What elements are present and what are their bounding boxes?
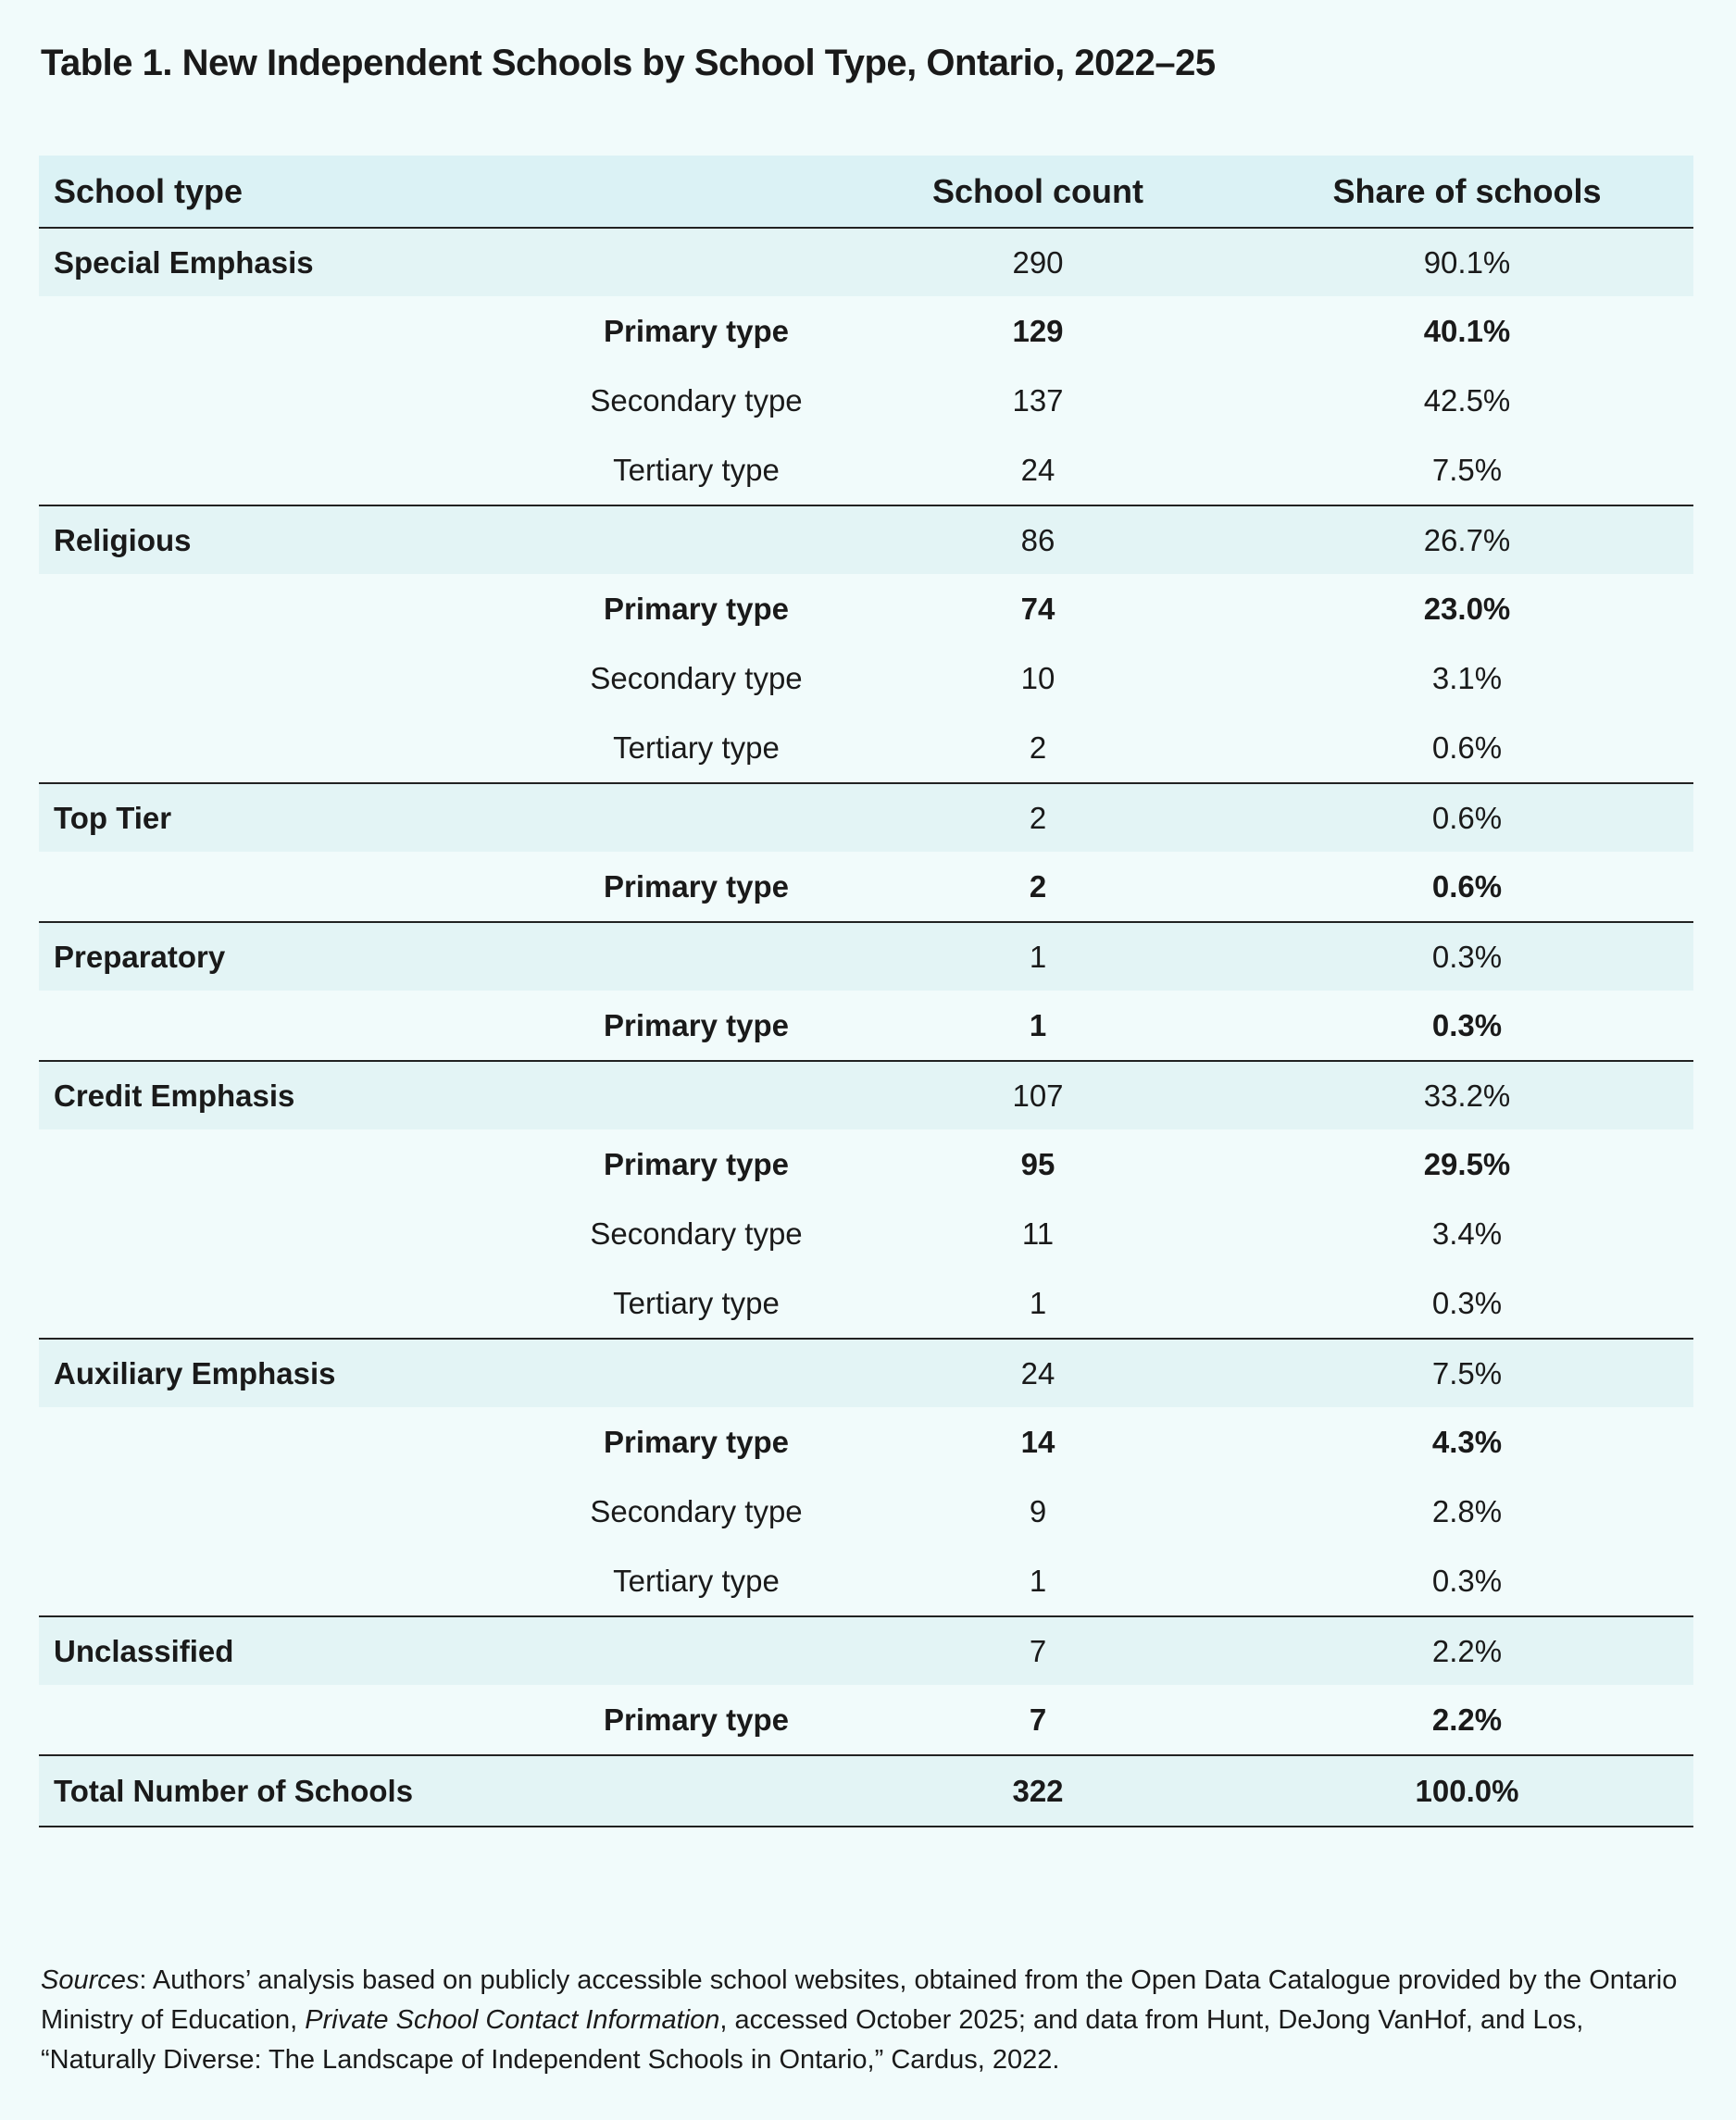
indent-cell xyxy=(39,435,557,505)
group-name: Credit Emphasis xyxy=(39,1061,835,1129)
group-share: 7.5% xyxy=(1241,1339,1693,1407)
subtype-count: 95 xyxy=(1020,1146,1055,1181)
group-count: 290 xyxy=(835,228,1241,296)
sources-note xyxy=(41,1961,1698,2080)
subtype-share: 0.6% xyxy=(1241,852,1693,922)
total-count: 322 xyxy=(835,1755,1241,1827)
subtype-label: Secondary type xyxy=(590,382,803,418)
subtype-label: Primary type xyxy=(604,313,789,348)
group-count: 24 xyxy=(835,1339,1241,1407)
indent-cell xyxy=(39,574,557,643)
subtype-row xyxy=(39,366,1693,435)
subtype-row xyxy=(39,852,1693,922)
group-name: Religious xyxy=(39,505,835,574)
group-name: Top Tier xyxy=(39,783,835,852)
subtype-count: 129 xyxy=(1012,313,1064,348)
subtype-count: 7 xyxy=(835,1685,1241,1755)
subtype-label: Tertiary type xyxy=(557,713,835,783)
subtype-row xyxy=(39,1685,1693,1755)
subtype-count: 2 xyxy=(835,713,1241,783)
indent-cell xyxy=(39,1129,557,1199)
subtype-share: 0.3% xyxy=(1241,1546,1693,1616)
subtype-row xyxy=(39,713,1693,783)
subtype-share: 7.5% xyxy=(1241,435,1693,505)
total-label: Total Number of Schools xyxy=(39,1755,835,1827)
subtype-count: 137 xyxy=(1012,382,1064,418)
subtype-label: Primary type xyxy=(557,1685,835,1755)
subtype-share: 4.3% xyxy=(1431,1424,1503,1459)
subtype-count: 74 xyxy=(1020,591,1055,626)
subtype-count: 9 xyxy=(1029,1493,1047,1528)
group-share: 26.7% xyxy=(1241,505,1693,574)
table-body xyxy=(39,228,1693,1827)
subtype-label: Primary type xyxy=(604,591,789,626)
subtype-label: Tertiary type xyxy=(557,1268,835,1339)
group-share: 0.3% xyxy=(1241,922,1693,991)
subtype-share: 3.1% xyxy=(1431,660,1503,695)
table-header-row xyxy=(39,156,1693,228)
subtype-share: 0.3% xyxy=(1241,991,1693,1061)
subtype-row xyxy=(39,1407,1693,1477)
group-row xyxy=(39,1616,1693,1685)
subtype-share: 2.2% xyxy=(1241,1685,1693,1755)
subtype-count: 14 xyxy=(1020,1424,1055,1459)
subtype-share: 2.8% xyxy=(1431,1493,1503,1528)
group-row xyxy=(39,505,1693,574)
subtype-share: 42.5% xyxy=(1423,382,1511,418)
subtype-row xyxy=(39,574,1693,643)
subtype-share: 0.3% xyxy=(1241,1268,1693,1339)
subtype-count: 24 xyxy=(835,435,1241,505)
subtype-label: Primary type xyxy=(604,1146,789,1181)
header-share: Share of schools xyxy=(1241,156,1693,228)
group-share: 2.2% xyxy=(1241,1616,1693,1685)
group-row xyxy=(39,228,1693,296)
indent-cell xyxy=(39,643,557,713)
group-count: 107 xyxy=(835,1061,1241,1129)
indent-cell xyxy=(39,366,557,435)
subtype-label: Primary type xyxy=(604,1424,789,1459)
group-name: Special Emphasis xyxy=(39,228,835,296)
group-row xyxy=(39,1061,1693,1129)
group-row xyxy=(39,922,1693,991)
subtype-label: Secondary type xyxy=(590,1493,803,1528)
group-count: 86 xyxy=(835,505,1241,574)
group-count: 2 xyxy=(835,783,1241,852)
group-row xyxy=(39,783,1693,852)
indent-cell xyxy=(39,1546,557,1616)
indent-cell xyxy=(39,1477,557,1546)
indent-cell xyxy=(39,1407,557,1477)
sources-text-1: : Authors’ analysis based on publicly accessible school websites, obtained from the Open Data Catalogue provided by the Ontario Ministry of Education, xyxy=(41,1965,1678,2035)
subtype-row xyxy=(39,296,1693,366)
group-name: Unclassified xyxy=(39,1616,835,1685)
subtype-label: Tertiary type xyxy=(557,435,835,505)
indent-cell xyxy=(39,713,557,783)
subtype-label: Primary type xyxy=(557,852,835,922)
subtype-row xyxy=(39,643,1693,713)
header-school-type: School type xyxy=(39,156,835,228)
group-count: 7 xyxy=(835,1616,1241,1685)
subtype-count: 1 xyxy=(835,991,1241,1061)
total-share: 100.0% xyxy=(1241,1755,1693,1827)
total-row xyxy=(39,1755,1693,1827)
indent-cell xyxy=(39,1268,557,1339)
subtype-share: 0.6% xyxy=(1241,713,1693,783)
schools-table-container xyxy=(39,156,1693,1827)
sources-label: Sources xyxy=(41,1965,140,1995)
header-school-count: School count xyxy=(835,156,1241,228)
group-name: Preparatory xyxy=(39,922,835,991)
group-row xyxy=(39,1339,1693,1407)
subtype-share: 23.0% xyxy=(1423,591,1511,626)
subtype-share: 29.5% xyxy=(1423,1146,1511,1181)
subtype-count: 2 xyxy=(835,852,1241,922)
table-title: Table 1. New Independent Schools by School Type, Ontario, 2022–25 xyxy=(41,43,1216,83)
indent-cell xyxy=(39,1685,557,1755)
group-name: Auxiliary Emphasis xyxy=(39,1339,835,1407)
subtype-row xyxy=(39,435,1693,505)
indent-cell xyxy=(39,991,557,1061)
group-share: 33.2% xyxy=(1241,1061,1693,1129)
subtype-row xyxy=(39,1199,1693,1268)
sources-text-2: , accessed October 2025; and data from Hunt, DeJong VanHof, and Los, “Naturally Diverse: The Landscape of Independent Schools in Ontario,” Cardus, 2022. xyxy=(41,2005,1584,2075)
subtype-row xyxy=(39,1268,1693,1339)
sources-italic-title: Private School Contact Information xyxy=(305,2005,720,2035)
subtype-row xyxy=(39,1129,1693,1199)
subtype-share: 3.4% xyxy=(1431,1216,1503,1251)
subtype-label: Primary type xyxy=(557,991,835,1061)
subtype-label: Secondary type xyxy=(590,1216,803,1251)
subtype-row xyxy=(39,991,1693,1061)
subtype-label: Tertiary type xyxy=(557,1546,835,1616)
indent-cell xyxy=(39,852,557,922)
subtype-count: 11 xyxy=(1021,1216,1055,1251)
schools-table xyxy=(39,156,1693,1827)
subtype-share: 40.1% xyxy=(1423,313,1511,348)
subtype-count: 1 xyxy=(835,1268,1241,1339)
indent-cell xyxy=(39,296,557,366)
group-share: 90.1% xyxy=(1241,228,1693,296)
indent-cell xyxy=(39,1199,557,1268)
subtype-row xyxy=(39,1477,1693,1546)
subtype-label: Secondary type xyxy=(590,660,803,695)
subtype-row xyxy=(39,1546,1693,1616)
subtype-count: 1 xyxy=(835,1546,1241,1616)
subtype-count: 10 xyxy=(1020,660,1055,695)
group-count: 1 xyxy=(835,922,1241,991)
group-share: 0.6% xyxy=(1241,783,1693,852)
